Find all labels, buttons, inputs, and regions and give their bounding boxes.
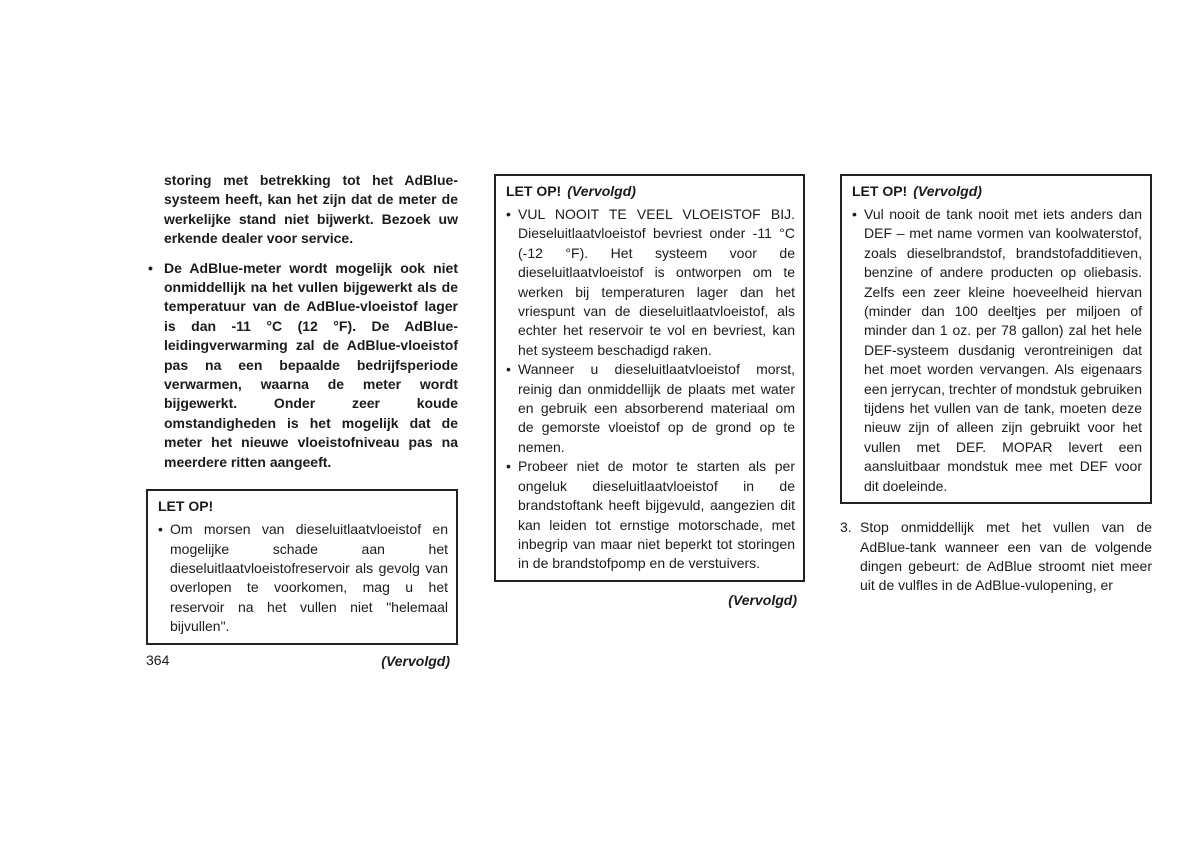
numbered-step-3 bbox=[840, 518, 1152, 596]
caution-title-right bbox=[852, 182, 1142, 201]
continued-label-left: (Vervolgd) bbox=[381, 652, 450, 669]
caution-box-right bbox=[840, 174, 1152, 504]
bullet-adblue-meter-text: De AdBlue-meter wordt mogelijk ook niet onmiddellijk na het vullen bijgewerkt als de temperatuur van de AdBlue-vloeistof lager is dan -11 °C (12 °F). De AdBlue-leidingverwarming zal de AdBlue-vloeistof pas na een bepaalde bedrijfsperiode verwarmen, waarna de meter wordt bijgewerkt. Onder zeer koude omstandigheden is het mogelijk dat de meter het nieuwe vloeistofniveau pas na meerdere ritten aangeeft. bbox=[164, 259, 458, 470]
column-middle bbox=[494, 174, 805, 608]
caution-bullet-2 bbox=[506, 360, 795, 457]
caution-box-middle bbox=[494, 174, 805, 582]
step-text: Stop onmiddellijk met het vullen van de AdBlue-tank wanneer een van de volgende dingen gebeurt: de AdBlue stroomt niet meer uit de vulfles in de AdBlue-vulopening, er bbox=[860, 519, 1152, 594]
caution-bullet bbox=[852, 205, 1142, 496]
caution-title-continued: (Vervolgd) bbox=[913, 183, 982, 199]
bullet-icon: • bbox=[506, 458, 511, 475]
bullet-adblue-meter bbox=[146, 259, 458, 472]
caution-bullet-1 bbox=[506, 205, 795, 360]
caution-title-continued: (Vervolgd) bbox=[567, 183, 636, 199]
caution-bullet-1-text: VUL NOOIT TE VEEL VLOEISTOF BIJ. Dieseluitlaatvloeistof bevriest onder -11 °C (-12 °F). Het systeem voor de dieseluitlaatvloeistof is ontworpen om te werken bij temperaturen lager dan het vriespunt van de dieseluitlaatvloeistof, als echter het reservoir te vol en bevriest, kan het systeem beschadigd raken. bbox=[518, 206, 795, 358]
caution-box-left bbox=[146, 489, 458, 644]
caution-bullet-2-text: Wanneer u dieseluitlaatvloeistof morst, reinig dan onmiddellijk de plaats met water en gebruik een absorberend materiaal om de gemorste vloeistof op de grond op te nemen. bbox=[518, 361, 795, 455]
column-right bbox=[840, 174, 1152, 596]
continued-label-middle: (Vervolgd) bbox=[728, 591, 797, 608]
intro-paragraph: storing met betrekking tot het AdBlue-systeem heeft, kan het zijn dat de meter de werkelijke stand niet bijwerkt. Bezoek uw erkende dealer voor service. bbox=[164, 172, 458, 247]
caution-title-text: LET OP! bbox=[852, 183, 908, 199]
bullet-icon: • bbox=[158, 521, 163, 538]
bullet-icon: • bbox=[852, 206, 857, 222]
caution-bullet-3-text: Probeer niet de motor te starten als per ongeluk dieseluitlaatvloeistof in de brandstoftank heeft bijgevuld, aangezien dit kan leiden tot ernstige motorschade, met inbegrip van maar niet beperkt tot storingen in de brandstofpomp en de verstuivers. bbox=[518, 458, 795, 572]
column-left bbox=[146, 171, 458, 669]
caution-title: LET OP! bbox=[158, 498, 214, 515]
caution-title-text: LET OP! bbox=[506, 183, 562, 199]
caution-title-middle bbox=[506, 182, 795, 201]
bullet-icon: • bbox=[506, 361, 511, 378]
step-number: 3. bbox=[840, 519, 852, 536]
bullet-icon: • bbox=[148, 259, 153, 276]
caution-bullet bbox=[158, 520, 448, 636]
page-number: 364 bbox=[146, 652, 170, 668]
bullet-icon: • bbox=[506, 206, 511, 222]
caution-bullet-3 bbox=[506, 457, 795, 573]
caution-bullet-text: Om morsen van dieseluitlaatvloeistof en mogelijke schade aan het dieseluitlaatvloeistofreservoir als gevolg van overlopen te voorkomen, mag u het reservoir na het vullen niet "helemaal bijvullen". bbox=[170, 521, 448, 635]
caution-bullet-text: Vul nooit de tank nooit met iets anders dan DEF – met name vormen van koolwaterstof, zoals dieselbrandstof, brandstofadditieven, benzine of andere producten op oliebasis. Zelfs een zeer kleine hoeveelheid hiervan (minder dan 100 deeltjes per miljoen of minder dan 1 oz. per 78 gallon) zal het hele DEF-systeem dusdanig verontreinigen dat het moet worden vervangen. Als eigenaars een jerrycan, trechter of mondstuk gebruiken tijdens het vullen van de tank, moeten deze nieuw zijn of alleen zijn gebruikt voor het vullen met DEF. MOPAR levert een aansluitbaar mondstuk mee met DEF voor dit doeleinde. bbox=[864, 206, 1142, 494]
